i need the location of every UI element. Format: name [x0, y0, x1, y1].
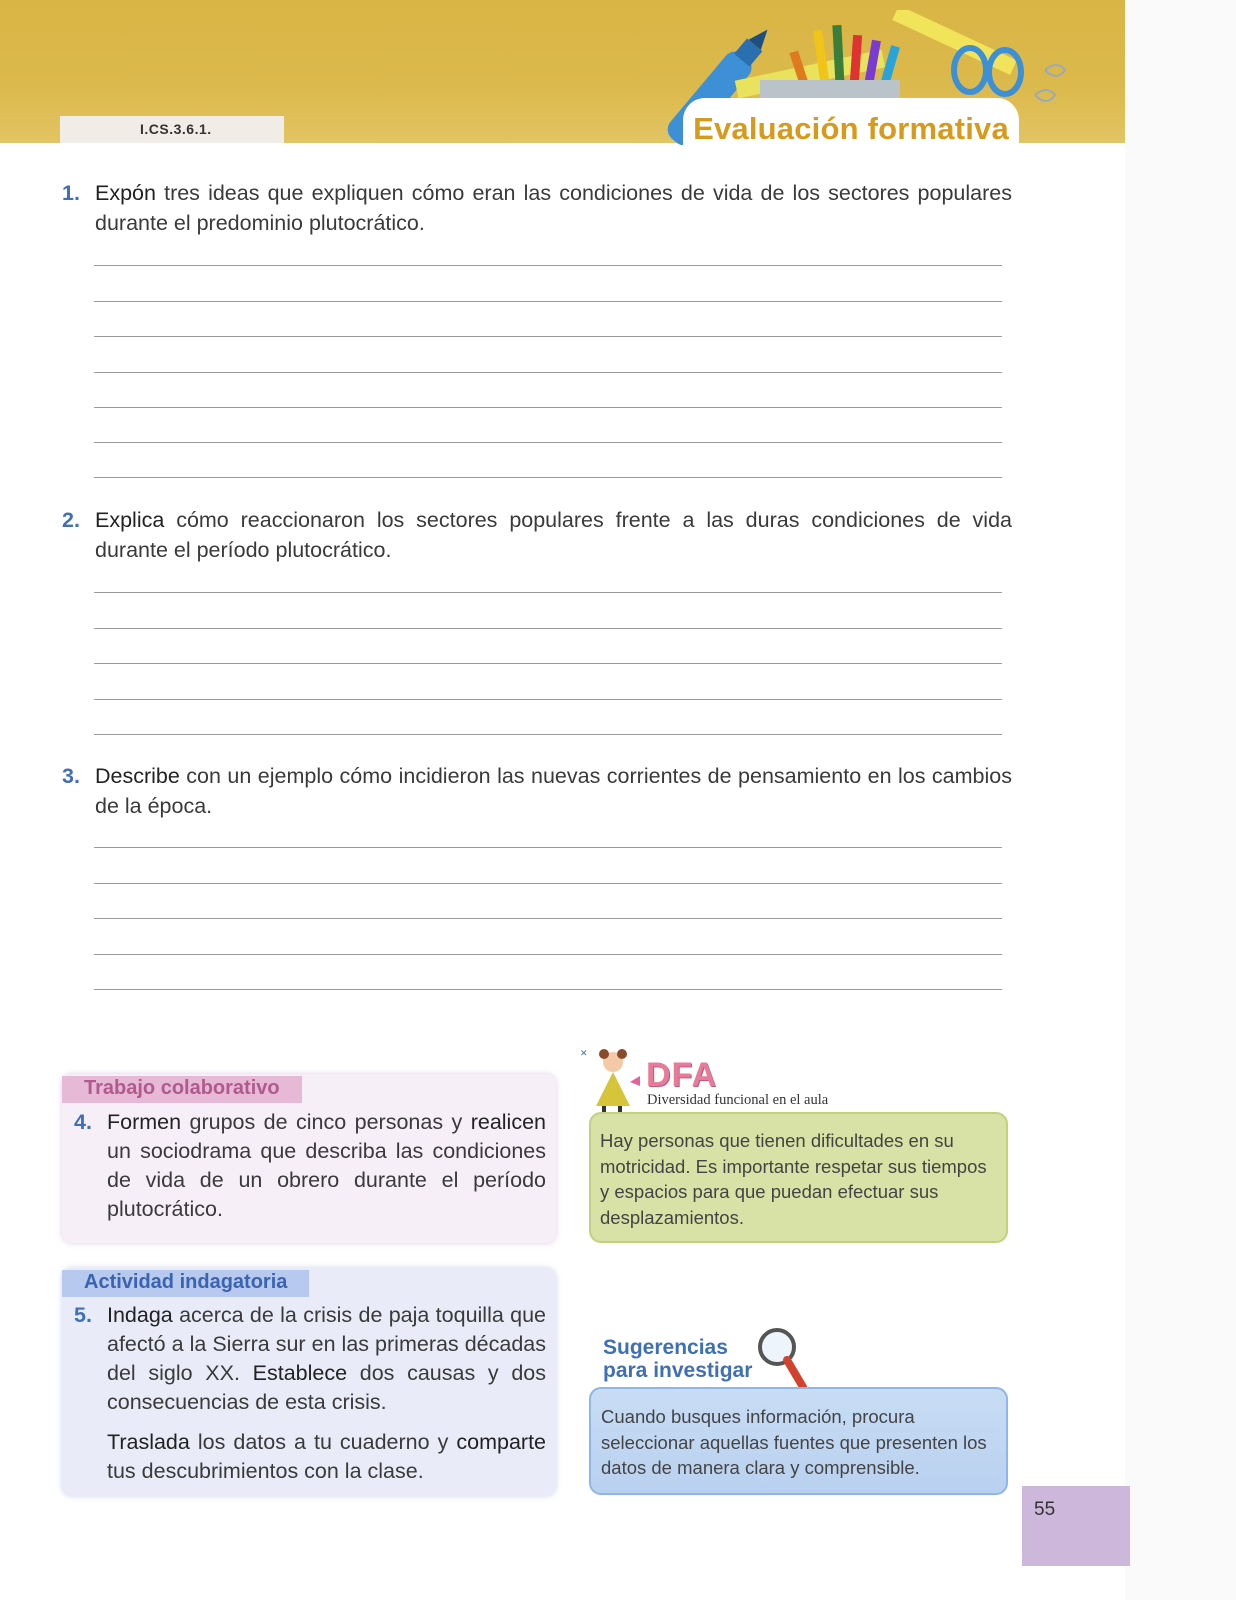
activity-verb: Establece — [252, 1361, 348, 1385]
answer-line[interactable] — [94, 372, 1002, 373]
answer-line[interactable] — [94, 265, 1002, 266]
activity-text: dos causas y dos consecuencias de esta crisis. — [107, 1361, 546, 1414]
answer-line[interactable] — [94, 336, 1002, 337]
activity-verb: Traslada — [107, 1430, 190, 1454]
magnifying-glass-icon — [755, 1325, 810, 1395]
activity-verb: comparte — [456, 1430, 546, 1454]
question-number: 3. — [62, 764, 80, 788]
page-margin — [1125, 0, 1236, 1600]
question-2 — [62, 505, 1012, 565]
answer-line[interactable] — [94, 477, 1002, 478]
answer-line[interactable] — [94, 883, 1002, 884]
sugerencias-title-line: Sugerencias — [603, 1336, 728, 1359]
answer-line[interactable] — [94, 407, 1002, 408]
activity-verb: realicen — [470, 1110, 546, 1134]
trabajo-colaborativo-tag: Trabajo colaborativo — [62, 1076, 302, 1103]
activity-verb: Formen — [107, 1110, 182, 1134]
actividad-indagatoria-tag: Actividad indagatoria — [62, 1270, 309, 1297]
activity-text: un sociodrama que describa las condiciones de vida de un obrero durante el período plutocrático. — [107, 1139, 546, 1221]
answer-line[interactable] — [94, 734, 1002, 735]
question-1 — [62, 178, 1012, 238]
page-title: Evaluación formativa — [693, 111, 1009, 146]
answer-line[interactable] — [94, 989, 1002, 990]
answer-line[interactable] — [94, 954, 1002, 955]
activity-number: 5. — [74, 1303, 92, 1327]
page-number-tab — [1022, 1486, 1130, 1566]
question-verb: Explica — [95, 508, 165, 532]
answer-line[interactable] — [94, 592, 1002, 593]
question-body: cómo reaccionaron los sectores populares frente a las duras condiciones de vida durante el período plutocrático. — [95, 508, 1012, 562]
activity-verb: Indaga — [107, 1303, 173, 1327]
activity-4 — [74, 1108, 546, 1224]
answer-line[interactable] — [94, 628, 1002, 629]
sugerencias-title-line: para investigar — [603, 1359, 753, 1382]
sugerencias-text: Cuando busques información, procura seleccionar aquellas fuentes que presenten los datos de manera clara y comprensible. — [601, 1406, 987, 1478]
question-verb: Describe — [95, 764, 180, 788]
answer-line[interactable] — [94, 699, 1002, 700]
activity-text: los datos a tu cuaderno y — [189, 1430, 457, 1454]
activity-text: grupos de cinco personas y — [181, 1110, 471, 1134]
question-verb: Expón — [95, 181, 156, 205]
question-3 — [62, 761, 1012, 821]
dfa-title: DFA — [646, 1056, 717, 1094]
answer-line[interactable] — [94, 918, 1002, 919]
question-number: 2. — [62, 508, 80, 532]
sugerencias-title — [603, 1336, 752, 1382]
question-body: tres ideas que expliquen cómo eran las condiciones de vida de los sectores populares durante el predominio plutocrático. — [95, 181, 1012, 235]
activity-text: tus descubrimientos con la clase. — [107, 1459, 424, 1483]
question-text — [95, 505, 1012, 565]
answer-line[interactable] — [94, 847, 1002, 848]
dfa-subtitle: Diversidad funcional en el aula — [647, 1092, 829, 1108]
activity-5 — [74, 1301, 546, 1486]
dfa-text: Hay personas que tienen dificultades en su motricidad. Es importante respetar sus tiempos y espacios para que puedan efectuar sus desplazamientos. — [600, 1130, 987, 1228]
question-number: 1. — [62, 181, 80, 205]
page-number: 55 — [1034, 1499, 1056, 1520]
answer-line[interactable] — [94, 442, 1002, 443]
question-text — [95, 761, 1012, 821]
activity-number: 4. — [74, 1110, 92, 1134]
curriculum-code: I.CS.3.6.1. — [60, 116, 284, 143]
answer-line[interactable] — [94, 663, 1002, 664]
question-text — [95, 178, 1012, 238]
svg-text:✕: ✕ — [580, 1049, 588, 1059]
activity-text: acerca de la crisis de paja toquilla que afectó a la Sierra sur en las primeras décadas del siglo XX. — [107, 1303, 546, 1385]
section-title-tab — [683, 98, 1019, 148]
answer-line[interactable] — [94, 301, 1002, 302]
question-body: con un ejemplo cómo incidieron las nuevas corrientes de pensamiento en los cambios de la época. — [95, 764, 1012, 818]
girl-illustration-icon — [578, 1044, 646, 1116]
